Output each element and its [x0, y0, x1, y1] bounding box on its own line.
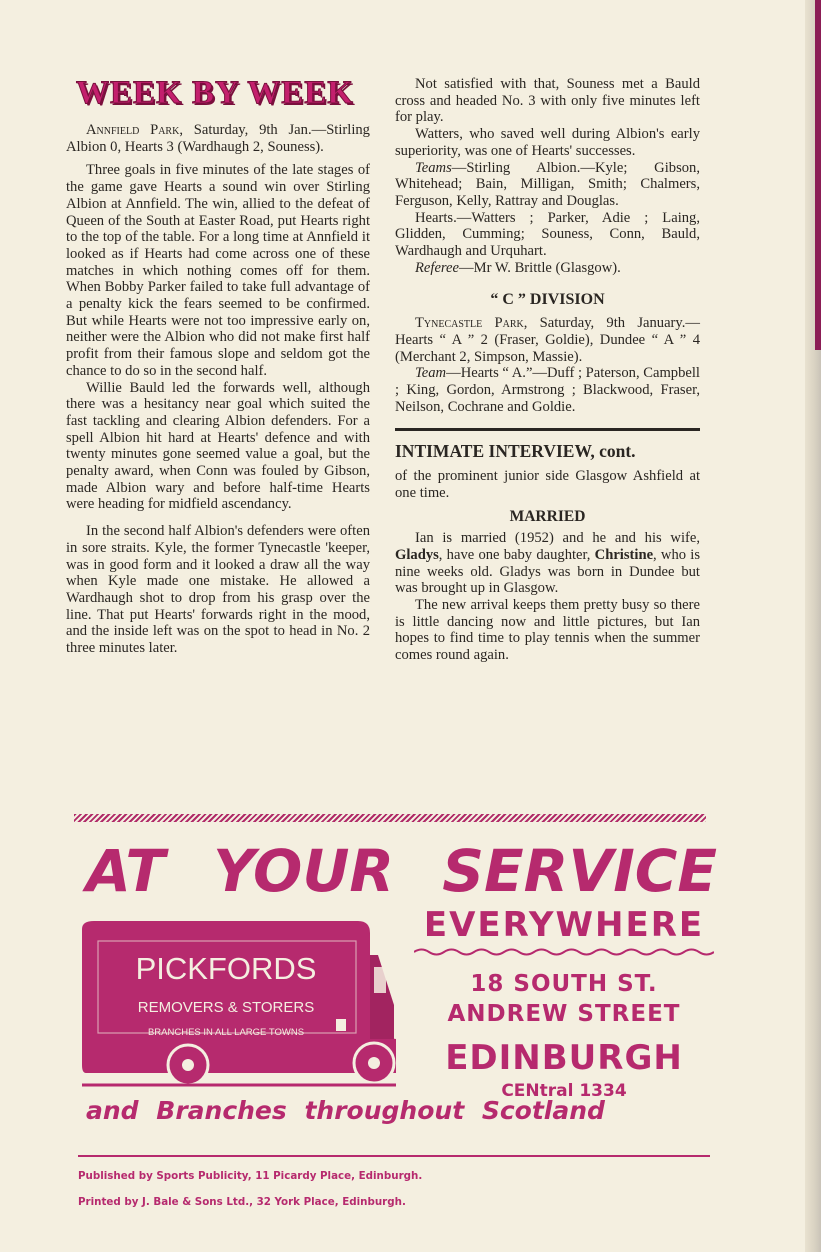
address-line-1: 18 SOUTH ST. [470, 971, 658, 997]
albion-lineup: —Stirling Albion.—Kyle; Gibson, Whitehead; Bain, Milligan, Smith; Chalmers, Ferguson, Kelly, Rattray and Douglas. [395, 159, 700, 209]
match-report-intro [66, 122, 370, 155]
team-label: Team [415, 365, 447, 382]
report-paragraph: In the second half Albion's defenders were often in sore straits. Kyle, the former Tynecastle 'keeper, was in good form and it looked a draw all the way when Kyle made one mistake. He allowed a Wardhaugh shot to drop from his grasp over the line. That put Hearts' forwards right in the mood, and the inside left was on the spot to head in No. 2 three minutes later. [66, 523, 370, 657]
van-line-1: REMOVERS & STORERS [137, 999, 315, 1016]
interview-paragraph [395, 530, 700, 597]
spine-mark [815, 0, 821, 350]
wavy-underline [414, 947, 714, 957]
teams-albion [395, 160, 700, 210]
footer-rule [78, 1155, 710, 1157]
interview-lead: of the prominent junior side Glasgow Ashfield at one time. [395, 468, 700, 501]
ad-headline: AT YOUR SERVICE [86, 837, 717, 905]
left-column [66, 76, 370, 657]
footer [78, 1163, 718, 1215]
referee-line [395, 260, 700, 277]
pickfords-van-illustration [78, 915, 398, 1095]
interview-text: , have one baby daughter, [438, 546, 595, 563]
c-division-lineup: —Hearts “ A.”—Duff ; Paterson, Campbell ; King, Gordon, Armstrong ; Blackwood, Fraser, Neilson, Cochrane and Goldie. [395, 365, 700, 415]
ad-contact-block [405, 905, 723, 1103]
hatched-divider [74, 814, 706, 822]
match-result: , Saturday, 9th Jan.—Stirling Albion 0, Hearts 3 (Wardhaugh 2, Souness). [66, 122, 370, 155]
report-paragraph: Willie Bauld led the forwards well, although there was a hesitancy near goal which suited the fast tackling and clearing Albion defenders. For a spell Albion hit hard at Hearts' defence and with twenty minutes gone seemed value a goal, but the penalty award, when Conn was fouled by Gibson, made Albion wary and before half-time Hearts were heading for midfield ascendancy. [66, 379, 370, 513]
report-paragraph: Not satisfied with that, Souness met a Bauld cross and headed No. 3 with only five minutes left for play. [395, 76, 700, 126]
c-division-heading: “ C ” DIVISION [490, 291, 605, 309]
report-paragraph: Three goals in five minutes of the late stages of the game gave Hearts a sound win over Stirling Albion at Annfield. The win, allied to the defeat of Queen of the South at Easter Road, put Hearts right to the top of the table. For a long time at Annfield it looked as if Hearts had come across one of these matches in which nothing comes off for them. When Bobby Parker failed to take full advantage of a penalty kick the fears seemed to be confirmed. But while Hearts were not too impressive early on, neither were the Albion who did not make first half profit from their famous slope and seldom got the chance to do so in the second half. [66, 162, 370, 379]
teams-label: Teams [415, 159, 452, 176]
address-line-2: ANDREW STREET [447, 1001, 681, 1027]
c-division-team [395, 365, 700, 415]
interview-text: , who is nine weeks old. Gladys was born in Dundee but was brought up in Glasgow. [395, 546, 701, 597]
city-name: EDINBURGH [445, 1038, 683, 1078]
printed-by: Printed by J. Bale & Sons Ltd., 32 York Place, Edinburgh. [78, 1196, 406, 1208]
interview-heading: INTIMATE INTERVIEW, cont. [395, 441, 636, 462]
report-paragraph: Watters, who saved well during Albion's early superiority, was one of Hearts' successes. [395, 126, 700, 159]
branches-tagline: and Branches throughout Scotland [86, 1096, 605, 1125]
van-line-2: BRANCHES IN ALL LARGE TOWNS [147, 1027, 305, 1038]
interview-paragraph: The new arrival keeps them pretty busy so there is little dancing now and little pictures, but Ian hopes to find time to play tennis when the summer comes round again. [395, 596, 700, 664]
teams-hearts: Hearts.—Watters ; Parker, Adie ; Laing, Glidden, Cumming; Souness, Conn, Bauld, Wardhaugh and Urquhart. [395, 209, 700, 260]
venue-annfield: Annfield Park [86, 122, 180, 138]
van-name: PICKFORDS [135, 951, 317, 986]
phone-number: CENtral 1334 [501, 1081, 627, 1101]
referee-label: Referee [415, 259, 460, 276]
everywhere-label: EVERYWHERE [423, 905, 705, 945]
name-christine: Christine [594, 546, 654, 563]
venue-tynecastle: Tynecastle Park [415, 315, 524, 332]
c-division-result: , Saturday, 9th January.—Hearts “ A ” 2 (Fraser, Goldie), Dundee “ A ” 4 (Merchant 2, Simpson, Massie). [395, 315, 700, 365]
referee-name: —Mr W. Brittle (Glasgow). [459, 259, 621, 276]
published-by: Published by Sports Publicity, 11 Picardy Place, Edinburgh. [78, 1170, 423, 1182]
c-division-report [395, 315, 700, 365]
married-subheading: MARRIED [509, 508, 586, 526]
interview-text: Ian is married (1952) and he and his wife, [415, 530, 700, 547]
right-column [395, 76, 700, 664]
name-gladys: Gladys [395, 546, 439, 563]
week-by-week-masthead: WEEK BY WEEK [76, 75, 354, 111]
section-divider [395, 428, 700, 431]
